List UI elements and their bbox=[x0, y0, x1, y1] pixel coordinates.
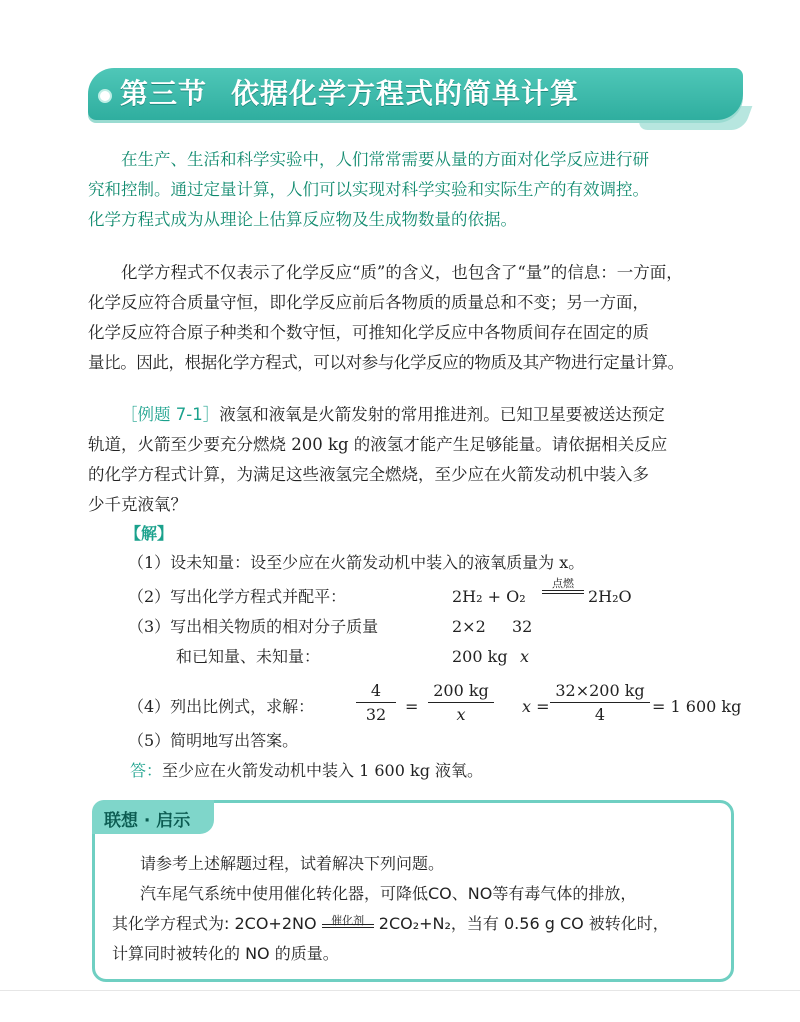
solution-title: 【解】 bbox=[125, 524, 174, 543]
section-number: 第三节 bbox=[120, 77, 208, 110]
section-title bbox=[120, 70, 730, 118]
bullet-icon bbox=[98, 89, 112, 103]
hint-box-title: 联想 · 启示 bbox=[104, 811, 191, 831]
section-name: 依据化学方程式的简单计算 bbox=[231, 77, 580, 110]
page-divider bbox=[0, 990, 800, 991]
hint-line: 其化学方程式为: 2CO+2NO 催化剂 2CO₂+N₂，当有 0.56 g CO 被转化时， bbox=[112, 913, 669, 933]
step-3: （3）写出相关物质的相对分子质量 bbox=[128, 617, 379, 636]
step-1: （1）设未知量：设至少应在火箭发动机中装入的液氧质量为 x。 bbox=[128, 553, 585, 572]
reaction-arrow bbox=[542, 578, 584, 594]
equation-right: 2H₂O bbox=[588, 587, 632, 606]
mass-o2: 32 bbox=[512, 617, 533, 636]
answer-label: 答： bbox=[130, 761, 163, 780]
catalyst-arrow: 催化剂 bbox=[322, 915, 374, 935]
step-5: （5）简明地写出答案。 bbox=[128, 731, 299, 750]
equation-left: 2H₂ + O₂ bbox=[452, 587, 526, 606]
equals-sign: = bbox=[405, 697, 419, 716]
body-line: 化学反应符合原子种类和个数守恒，可推知化学反应中各物质间存在固定的质 bbox=[88, 323, 649, 342]
mass-h2: 2×2 bbox=[452, 617, 486, 636]
fraction-3: $\frac{32\times 200 kg}{4}$ bbox=[550, 681, 650, 724]
intro-line: 在生产、生活和科学实验中，人们常常需要从量的方面对化学反应进行研 bbox=[121, 150, 649, 169]
example-line: 液氢和液氧是火箭发射的常用推进剂。已知卫星要被送达预定 bbox=[219, 405, 665, 424]
example-line: 的化学方程式计算，为满足这些液氢完全燃烧，至少应在火箭发动机中装入多 bbox=[88, 465, 649, 484]
intro-line: 化学方程式成为从理论上估算反应物及生成物数量的依据。 bbox=[88, 210, 517, 229]
fraction-1: $\frac{4}{32}$ bbox=[356, 681, 396, 724]
body-line: 量比。因此，根据化学方程式，可以对参与化学反应的物质及其产物进行定量计算。 bbox=[88, 353, 684, 372]
intro-paragraph bbox=[88, 145, 748, 235]
hint-line: 请参考上述解题过程，试着解决下列问题。 bbox=[140, 854, 445, 873]
answer bbox=[130, 758, 483, 784]
result: = 1 600 kg bbox=[652, 697, 742, 716]
reaction-condition: 点燃 bbox=[552, 577, 574, 590]
step-3-continued: 和已知量、未知量： bbox=[176, 647, 321, 666]
step-4: （4）列出比例式，求解： bbox=[128, 697, 315, 716]
answer-text: 至少应在火箭发动机中装入 1 600 kg 液氧。 bbox=[162, 761, 484, 780]
unknown-quantity: x bbox=[520, 647, 530, 666]
example-line: 轨道，火箭至少要充分燃烧 200 kg 的液氢才能产生足够能量。请依据相关反应 bbox=[88, 435, 668, 454]
x-equals: x = bbox=[522, 697, 550, 716]
known-quantity: 200 kg bbox=[452, 647, 508, 666]
hint-line: 汽车尾气系统中使用催化转化器，可降低CO、NO等有毒气体的排放， bbox=[140, 884, 637, 903]
example-label: ［例题 7-1］ bbox=[121, 405, 220, 424]
body-line: 化学反应符合质量守恒，即化学反应前后各物质的质量总和不变；另一方面， bbox=[88, 293, 649, 312]
hint-line: 计算同时被转化的 NO 的质量。 bbox=[112, 944, 339, 963]
body-line: 化学方程式不仅表示了化学反应“质”的含义，也包含了“量”的信息：一方面， bbox=[121, 263, 683, 282]
body-paragraph bbox=[88, 258, 748, 378]
step-2: （2）写出化学方程式并配平： bbox=[128, 587, 347, 606]
example-line: 少千克液氧？ bbox=[88, 495, 187, 514]
intro-line: 究和控制。通过定量计算，人们可以实现对科学实验和实际生产的有效调控。 bbox=[88, 180, 649, 199]
fraction-2: $\frac{200 kg}{x}$ bbox=[428, 681, 494, 724]
example-paragraph bbox=[88, 400, 748, 520]
